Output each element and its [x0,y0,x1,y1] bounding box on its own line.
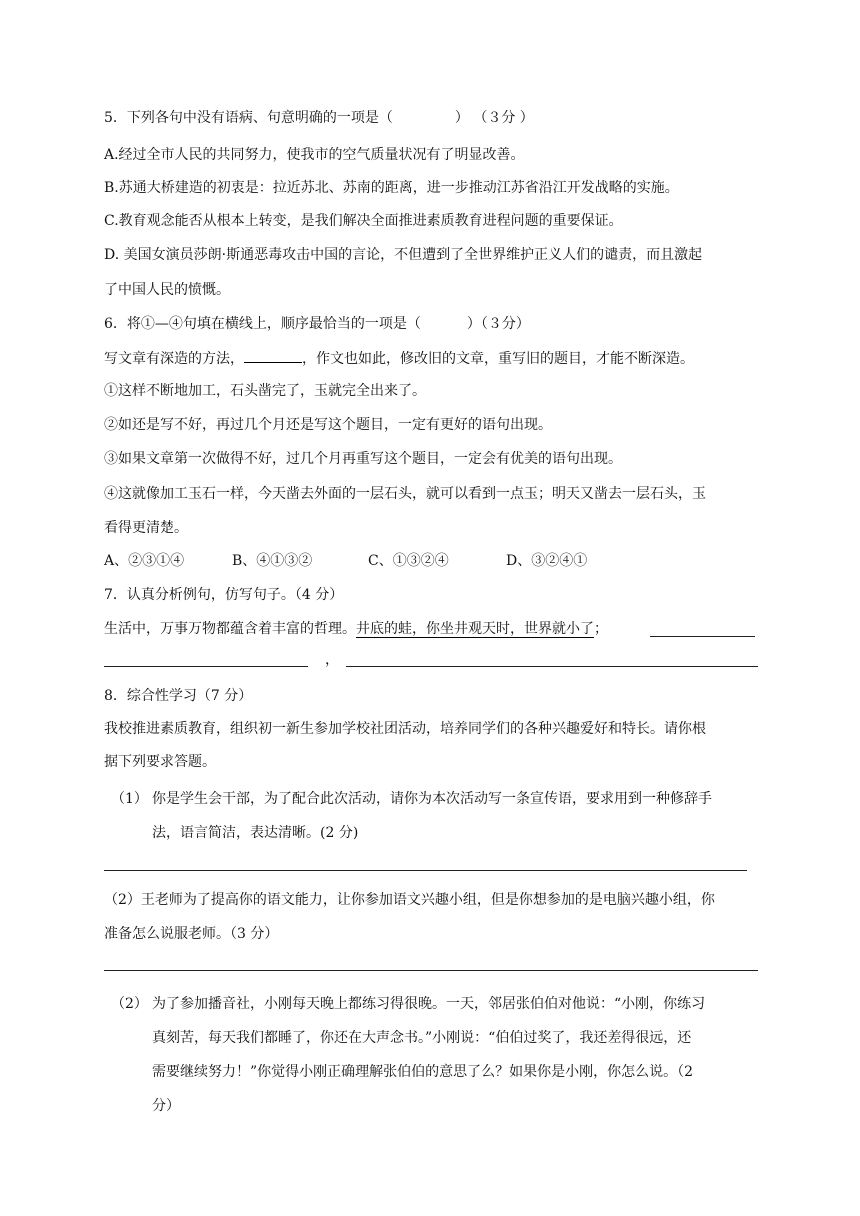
q8-part3-line2: 真刻苦，每天我们都睡了，你还在大声念书。”小刚说：“伯伯过奖了，我还差得很远，还 [152,1030,692,1046]
q6-option-d: D、③②④① [506,553,588,569]
q6-stem [104,314,530,334]
q6-score: ）（３分） [466,316,530,332]
q5-option-d-line1: D. 美国女演员莎朗·斯通恶毒攻击中国的言论，不但遭到了全世界维护正义人们的谴责，而且激起 [104,247,703,263]
q6-sentence-2: ②如还是写不好，再过几个月还是写这个题目，一定有更好的语句出现。 [104,417,552,433]
q5-option-c: C.教育观念能否从根本上转变，是我们解决全面推进素质教育进程问题的重要保证。 [104,213,623,229]
q6-option-b: B、④①③② [232,553,313,569]
q6-sentence-4-line1: ④这就像加工玉石一样，今天凿去外面的一层石头，就可以看到一点玉；明天又凿去一层石头，玉 [104,486,706,502]
q6-intro-end: ，作文也如此，修改旧的文章，重写旧的题目，才能不断深造。 [302,351,694,367]
q8-part1-number: （1） [111,791,148,807]
q5-stem-text: 5．下列各句中没有语病、句意明确的一项是（ [104,110,393,126]
q8-stem: 8．综合性学习（7 分） [104,688,253,704]
q8-part1-line2: 法，语言简洁，表达清晰。(2 分) [152,825,359,841]
q7-answer-line-2[interactable] [104,666,308,667]
q6-intro [104,348,694,369]
q8-part3-line1: 为了参加播音社，小刚每天晚上都练习得很晚。一天，邻居张伯伯对他说：“小刚，你练习 [152,996,706,1012]
q6-stem-text: 6．将①—④句填在横线上，顺序最恰当的一项是（ [104,316,421,332]
q8-part3-line3: 需要继续努力！”你觉得小刚正确理解张伯伯的意思了么？如果你是小刚，你怎么说。（2 [152,1064,694,1080]
q8-part1-line1: 你是学生会干部，为了配合此次活动，请你为本次活动写一条宣传语，要求用到一种修辞手 [152,791,712,807]
q7-stem: 7．认真分析例句，仿写句子。（4 分） [104,587,344,603]
q6-option-c: C、①③②④ [368,553,449,569]
q5-stem [104,108,534,128]
q8-part2-line2: 准备怎么说服老师。（3 分） [104,926,279,942]
q8-part1-answer-line[interactable] [104,870,747,871]
q5-option-b: B.苏通大桥建造的初衷是：拉近苏北、苏南的距离，进一步推动江苏省沿江开发战略的实施。 [104,180,679,196]
q5-option-d-line2: 了中国人民的愤慨。 [104,282,230,298]
q6-sentence-1: ①这样不断地加工，石头凿完了，玉就完全出来了。 [104,383,426,399]
q7-comma: ， [325,652,339,668]
q8-part3-line4: 分） [152,1098,180,1114]
q6-sentence-4-line2: 看得更清楚。 [104,520,188,536]
q6-answer-blank[interactable] [244,348,302,363]
q5-score: ） （３分 ） [454,110,534,126]
q7-semicolon: ； [594,621,608,637]
q8-part2-line1: （2）王老师为了提高你的语文能力，让你参加语文兴趣小组，但是你想参加的是电脑兴趣小组，你 [104,892,715,908]
q7-answer-line-1[interactable] [650,636,755,637]
q7-example-line [104,619,608,639]
q8-part3-number: （2） [111,996,148,1012]
q6-sentence-3: ③如果文章第一次做得不好，过几个月再重写这个题目，一定会有优美的语句出现。 [104,451,622,467]
q7-answer-line-3[interactable] [346,666,758,667]
q8-intro-line1: 我校推进素质教育，组织初一新生参加学校社团活动，培养同学们的各种兴趣爱好和特长。请你根 [104,721,706,737]
q7-example-sentence: 井底的蛙，你坐井观天时，世界就小了 [356,621,594,637]
q5-option-a: A.经过全市人民的共同努力，使我市的空气质量状况有了明显改善。 [104,147,525,163]
q7-lead: 生活中，万事万物都蕴含着丰富的哲理。 [104,621,356,637]
q8-intro-line2: 据下列要求答题。 [104,754,216,770]
q6-option-a: A、②③①④ [104,553,185,569]
q8-part2-answer-line[interactable] [104,970,758,971]
q6-intro-start: 写文章有深造的方法， [104,351,244,367]
